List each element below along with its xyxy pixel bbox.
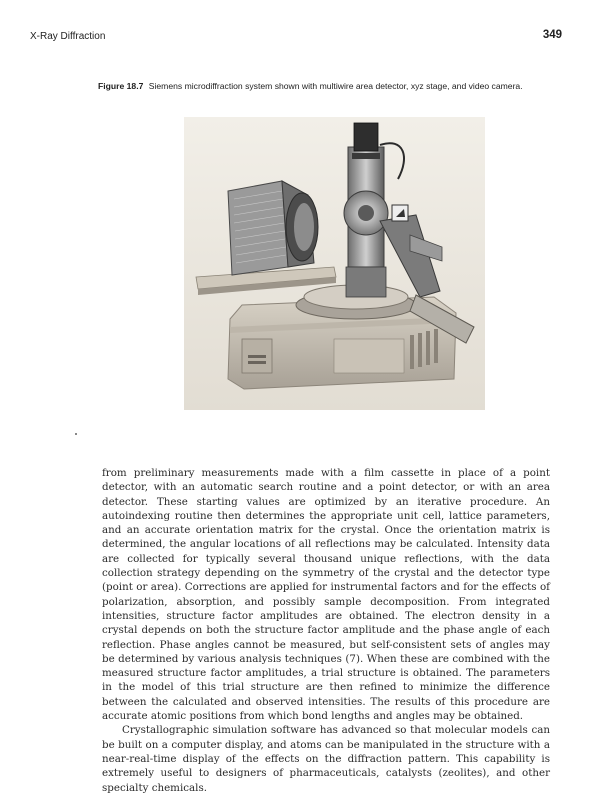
- instrument-illustration: [184, 117, 485, 410]
- microdiffraction-system-photo: [184, 117, 485, 410]
- running-head: X-Ray Diffraction: [30, 31, 106, 42]
- figure-caption: [98, 80, 538, 93]
- figure-label: Figure 18.7: [98, 81, 144, 91]
- stray-mark: [75, 433, 77, 435]
- body-paragraph: Crystallographic simulation software has advanced so that molecular models can be built on a computer display, and atoms can be manipulated in the structure with a near-real-time display of the effects on the diffraction pattern. This capability is extremely useful to designers of pharmaceuticals, catalysts (zeolites), and other specialty chemicals.: [102, 724, 550, 794]
- page-number: 349: [542, 29, 562, 41]
- body-paragraph: from preliminary measurements made with a film cassette in place of a point detector, with an automatic search routine and a point detector, or with an area detector. These starting values are optimized by an iterative procedure. An autoindexing routine then determines the appropriate unit cell, lattice parameters, and an accurate orientation matrix for the crystal. Once the orientation matrix is determined, the angular locations of all reflections may be calculated. Intensity data are collected for typically several thousand unique reflections, with the data collection strategy depending on the symmetry of the crystal and the detector type (point or area). Corrections are applied for instrumental factors and for the effects of polarization, absorption, and possibly sample decomposition. From integrated intensities, structure factor amplitudes are obtained. The electron density in a crystal depends on both the structure factor amplitude and the phase angle of each reflection. Phase angles cannot be measured, but self-consistent sets of angles may be determined by various analysis techniques (7). When these are combined with the measured structure factor amplitudes, a trial structure is obtained. The parameters in the model of this trial structure are then refined to minimize the difference between the calculated and observed intensities. The results of this procedure are accurate atomic positions from which bond lengths and angles may be obtained.: [102, 467, 550, 723]
- figure-caption-text: Siemens microdiffraction system shown with multiwire area detector, xyz stage, and video camera.: [148, 81, 523, 91]
- body-text: [102, 466, 550, 795]
